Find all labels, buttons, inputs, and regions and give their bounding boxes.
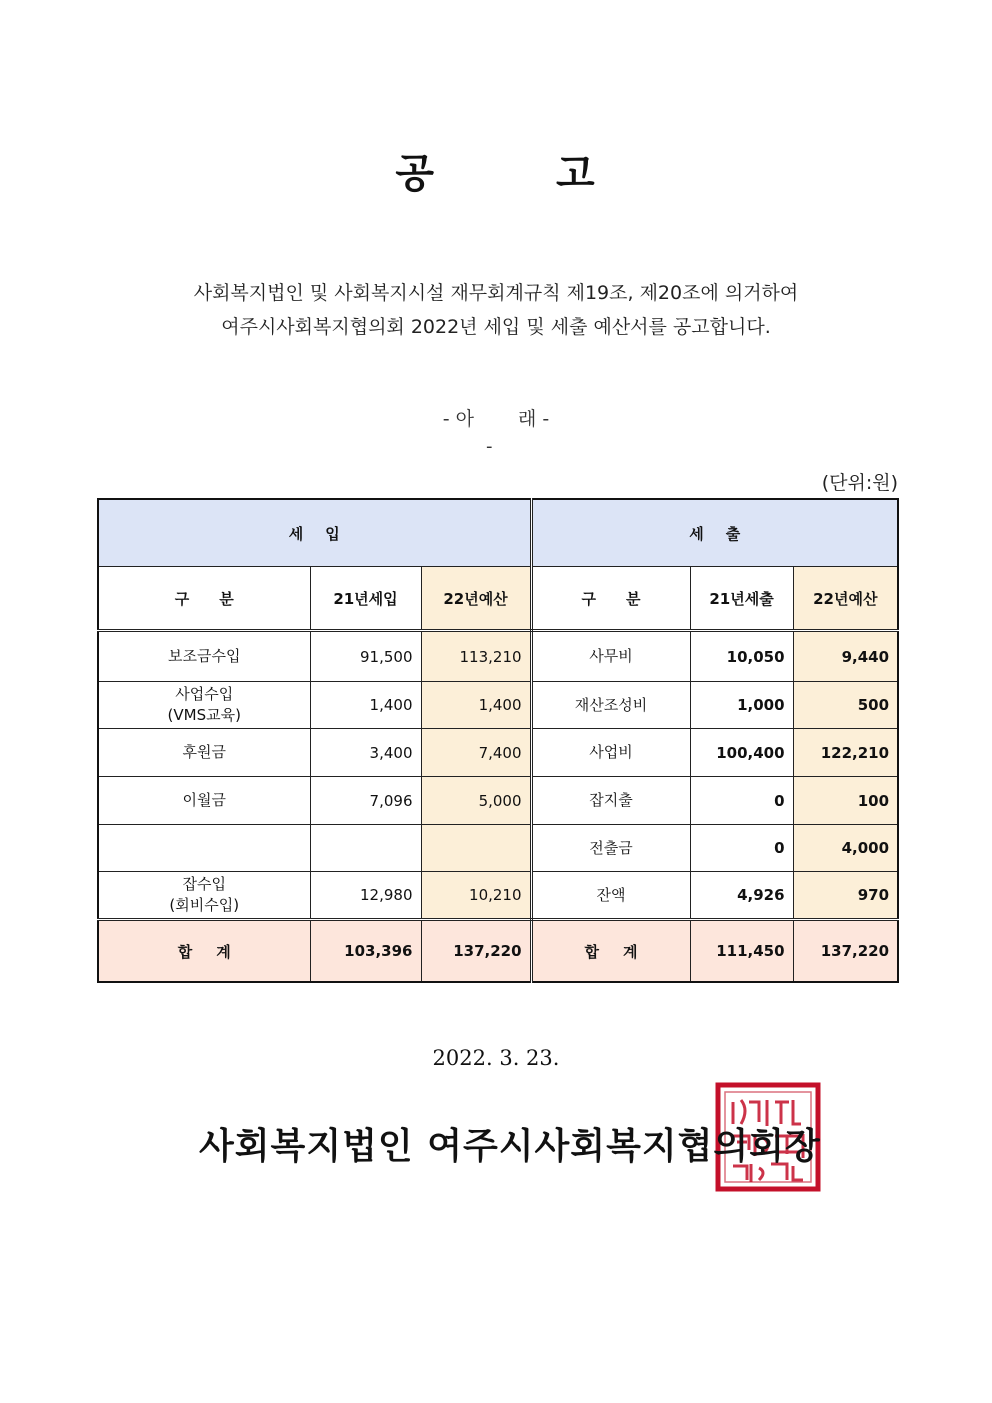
table-row [98,631,898,682]
income-category-label: 이월금 [182,791,226,809]
intro-line-1: 사회복지법인 및 사회복지시설 재무회계규칙 제19조, 제20조에 의거하여 [193,282,799,304]
page-title [0,142,992,199]
income-prev-value: 1,400 [310,682,421,729]
total-char-2: 계 [623,942,638,961]
table-row [98,682,898,729]
expense-budget-value: 9,440 [793,631,898,682]
expense-prev-value: 4,926 [690,872,793,920]
expense-budget-header: 22년예산 [793,567,898,631]
title-char-2: 고 [556,150,597,197]
expense-budget-value: 100 [793,777,898,825]
income-budget-value: 5,000 [421,777,531,825]
intro-text [0,276,992,344]
expense-prev-value: 100,400 [690,729,793,777]
income-prev-value [310,825,421,872]
income-category [98,682,310,729]
income-category-sublabel: (회비수입) [169,896,240,914]
total-char-1: 합 [584,942,600,961]
title-char-1: 공 [395,150,436,197]
expense-budget-value: 122,210 [793,729,898,777]
column-header-row [98,567,898,631]
income-section-header [98,499,531,567]
income-header-char-1: 세 [288,524,304,543]
unit-label: (단위:원) [821,472,898,494]
expense-prev-value: 10,050 [690,631,793,682]
expense-category: 사업비 [531,729,690,777]
expense-total-label [531,920,690,983]
income-category-label: 사업수입 [175,685,234,703]
total-char-1: 합 [177,942,193,961]
total-row [98,920,898,983]
income-budget-value: 1,400 [421,682,531,729]
category-char-2: 분 [219,589,234,608]
income-total-label [98,920,310,983]
expense-category: 잡지출 [531,777,690,825]
issue-date: 2022. 3. 23. [432,1046,560,1070]
expense-prev-value: 0 [690,777,793,825]
section-marker-right: 래 - [518,408,550,430]
income-prev-header: 21년세입 [310,567,421,631]
income-budget-value [421,825,531,872]
income-prev-value: 91,500 [310,631,421,682]
expense-header-char-2: 출 [725,524,741,543]
income-prev-value: 7,096 [310,777,421,825]
expense-section-header [531,499,898,567]
income-category-header [98,567,310,631]
intro-line-2: 여주시사회복지협의회 2022년 세입 및 세출 예산서를 공고합니다. [221,316,771,338]
income-category-sublabel: (VMS교육) [167,706,241,724]
budget-table [97,498,899,983]
expense-budget-value: 4,000 [793,825,898,872]
expense-prev-value: 0 [690,825,793,872]
expense-category-header [531,567,690,631]
section-marker-dash: - [486,436,493,457]
signer-name: 사회복지법인 여주시사회복지협의회장 [199,1125,821,1167]
section-header-row [98,499,898,567]
income-total-budget: 137,220 [421,920,531,983]
income-budget-value: 10,210 [421,872,531,920]
section-marker-left: - 아 [442,408,474,430]
category-char-1: 구 [581,589,597,608]
expense-total-prev: 111,450 [690,920,793,983]
table-row [98,825,898,872]
category-char-2: 분 [626,589,641,608]
income-category-label: 보조금수입 [168,647,241,665]
income-category-label: 후원금 [182,743,226,761]
expense-budget-value: 500 [793,682,898,729]
total-char-2: 계 [216,942,231,961]
expense-category: 사무비 [531,631,690,682]
expense-category: 잔액 [531,872,690,920]
expense-category: 재산조성비 [531,682,690,729]
table-row [98,729,898,777]
income-category [98,825,310,872]
table-row [98,777,898,825]
expense-header-char-1: 세 [689,524,704,543]
income-category [98,631,310,682]
income-prev-value: 3,400 [310,729,421,777]
income-total-prev: 103,396 [310,920,421,983]
income-category [98,872,310,920]
table-row [98,872,898,920]
expense-prev-header: 21년세출 [690,567,793,631]
income-budget-value: 7,400 [421,729,531,777]
category-char-1: 구 [174,589,190,608]
expense-prev-value: 1,000 [690,682,793,729]
expense-budget-value: 970 [793,872,898,920]
section-marker [0,404,992,431]
income-header-char-2: 입 [325,524,340,543]
income-category-label: 잡수입 [182,875,226,893]
expense-total-budget: 137,220 [793,920,898,983]
income-category [98,729,310,777]
expense-category: 전출금 [531,825,690,872]
income-category [98,777,310,825]
income-budget-value: 113,210 [421,631,531,682]
income-budget-header: 22년예산 [421,567,531,631]
income-prev-value: 12,980 [310,872,421,920]
